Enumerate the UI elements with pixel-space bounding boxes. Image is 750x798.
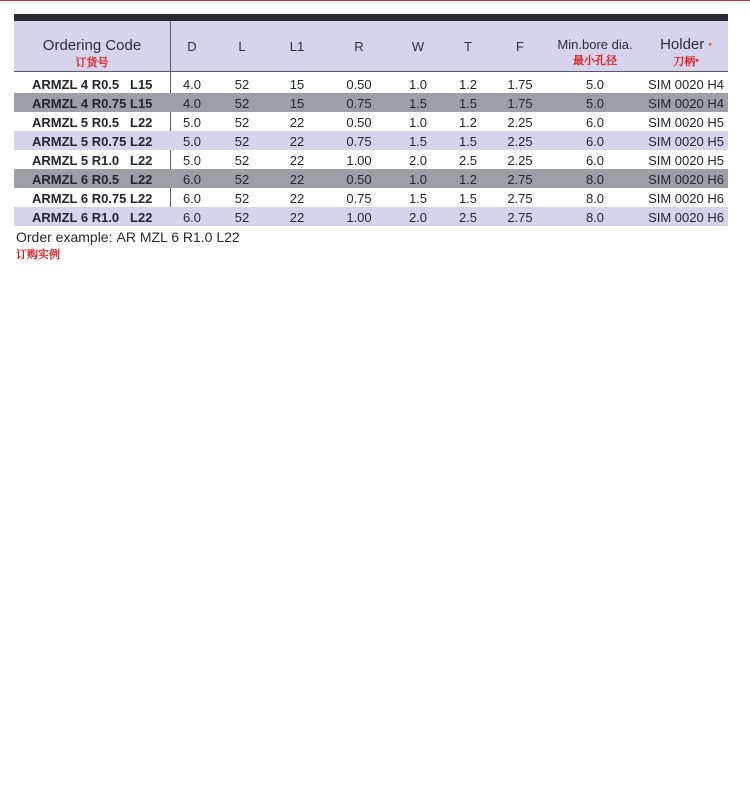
cell-w: 1.0 (408, 172, 428, 187)
cell-l1: 22 (289, 191, 305, 206)
ordering-code-cell: ARMZL 5 R1.0 L22 (32, 153, 153, 168)
cell-minbore: 8.0 (585, 210, 605, 225)
cell-holder: SIM 0020 H5 (648, 134, 724, 149)
cell-minbore: 6.0 (585, 153, 605, 168)
asterisk-icon: * (708, 41, 712, 51)
header-holder-cn: 刀柄 (673, 56, 696, 68)
cell-w: 1.0 (408, 77, 428, 92)
cell-t: 1.2 (458, 115, 478, 130)
header-min-bore-label: Min.bore dia. (557, 37, 633, 52)
cell-r: 0.50 (346, 115, 372, 130)
header-min-bore (546, 21, 644, 71)
cell-l: 52 (234, 96, 250, 111)
cell-d: 6.0 (182, 191, 202, 206)
cell-f: 2.75 (507, 191, 533, 206)
cell-l: 52 (234, 153, 250, 168)
cell-t: 1.2 (458, 172, 478, 187)
order-example (16, 229, 240, 245)
table-row (14, 207, 728, 226)
header-ordering-code-cn: 订货号 (75, 57, 109, 69)
order-example-cn: 订购实例 (16, 249, 60, 261)
cell-l: 52 (234, 210, 250, 225)
cell-d: 6.0 (182, 172, 202, 187)
cell-minbore: 6.0 (585, 115, 605, 130)
order-example-value: AR MZL 6 R1.0 L22 (116, 229, 240, 245)
cell-l1: 22 (289, 134, 305, 149)
cell-holder: SIM 0020 H5 (648, 153, 724, 168)
cell-r: 0.75 (346, 134, 372, 149)
cell-holder: SIM 0020 H4 (648, 77, 724, 92)
ordering-code-cell: ARMZL 5 R0.5 L22 (32, 115, 153, 130)
cell-l: 52 (234, 77, 250, 92)
header-F: F (516, 39, 524, 54)
header-R: R (354, 39, 364, 54)
cell-f: 2.75 (507, 172, 533, 187)
cell-f: 1.75 (507, 77, 533, 92)
cell-l1: 22 (289, 153, 305, 168)
cell-t: 2.5 (458, 153, 478, 168)
cell-holder: SIM 0020 H6 (648, 172, 724, 187)
cell-l1: 22 (289, 115, 305, 130)
cell-holder: SIM 0020 H5 (648, 115, 724, 130)
cell-l1: 22 (289, 210, 305, 225)
header-holder-label: Holder (660, 36, 705, 53)
cell-d: 6.0 (182, 210, 202, 225)
cell-t: 1.2 (458, 77, 478, 92)
table-row (14, 188, 728, 207)
header-holder: Holder * 刀柄* (660, 36, 712, 68)
table-row (14, 74, 728, 93)
cell-l: 52 (234, 172, 250, 187)
cell-w: 2.0 (408, 210, 428, 225)
cell-r: 0.75 (346, 191, 372, 206)
table-row (14, 112, 728, 131)
ordering-code-cell: ARMZL 4 R0.75 L15 (32, 96, 153, 111)
cell-d: 5.0 (182, 134, 202, 149)
cell-holder: SIM 0020 H6 (648, 191, 724, 206)
cell-minbore: 8.0 (585, 172, 605, 187)
ordering-code-cell: ARMZL 6 R0.5 L22 (32, 172, 153, 187)
cell-t: 1.5 (458, 96, 478, 111)
cell-r: 0.75 (346, 96, 372, 111)
table-row (14, 131, 728, 150)
cell-l: 52 (234, 134, 250, 149)
ordering-code-cell: ARMZL 6 R0.75 L22 (32, 191, 153, 206)
cell-minbore: 5.0 (585, 77, 605, 92)
cell-holder: SIM 0020 H4 (648, 96, 724, 111)
header-min-bore-cn: 最小孔径 (573, 55, 617, 67)
header-divider (14, 71, 728, 72)
ordering-code-cell: ARMZL 4 R0.5 L15 (32, 77, 153, 92)
cell-l: 52 (234, 115, 250, 130)
header-ordering-code (14, 21, 170, 71)
cell-w: 1.5 (408, 134, 428, 149)
cell-w: 1.5 (408, 191, 428, 206)
cell-holder: SIM 0020 H6 (648, 210, 724, 225)
table-top-bar (14, 14, 728, 21)
ordering-code-cell: ARMZL 5 R0.75 L22 (32, 134, 153, 149)
cell-r: 1.00 (346, 153, 372, 168)
ordering-code-cell: ARMZL 6 R1.0 L22 (32, 210, 153, 225)
cell-t: 1.5 (458, 191, 478, 206)
cell-r: 0.50 (346, 77, 372, 92)
top-accent-line (0, 0, 750, 1)
cell-f: 2.25 (507, 115, 533, 130)
cell-f: 2.25 (507, 134, 533, 149)
header-L1: L1 (289, 39, 305, 54)
table-row (14, 150, 728, 169)
order-example-label: Order example: (16, 229, 113, 245)
table-row (14, 93, 728, 112)
cell-t: 1.5 (458, 134, 478, 149)
cell-l1: 15 (289, 96, 305, 111)
cell-d: 5.0 (182, 153, 202, 168)
cell-d: 5.0 (182, 115, 202, 130)
cell-w: 2.0 (408, 153, 428, 168)
cell-d: 4.0 (182, 77, 202, 92)
data-table (14, 74, 728, 226)
header-W: W (411, 39, 425, 54)
table-header (14, 21, 728, 71)
cell-w: 1.0 (408, 115, 428, 130)
cell-f: 2.25 (507, 153, 533, 168)
cell-minbore: 8.0 (585, 191, 605, 206)
cell-f: 2.75 (507, 210, 533, 225)
cell-l1: 22 (289, 172, 305, 187)
cell-w: 1.5 (408, 96, 428, 111)
cell-d: 4.0 (182, 96, 202, 111)
cell-t: 2.5 (458, 210, 478, 225)
header-D: D (187, 39, 197, 54)
cell-l: 52 (234, 191, 250, 206)
cell-l1: 15 (289, 77, 305, 92)
table-row (14, 169, 728, 188)
cell-minbore: 6.0 (585, 134, 605, 149)
cell-f: 1.75 (507, 96, 533, 111)
header-ordering-code-label: Ordering Code (42, 37, 142, 54)
cell-minbore: 5.0 (585, 96, 605, 111)
cell-r: 1.00 (346, 210, 372, 225)
cell-r: 0.50 (346, 172, 372, 187)
header-L: L (238, 39, 246, 54)
header-T: T (464, 39, 472, 54)
